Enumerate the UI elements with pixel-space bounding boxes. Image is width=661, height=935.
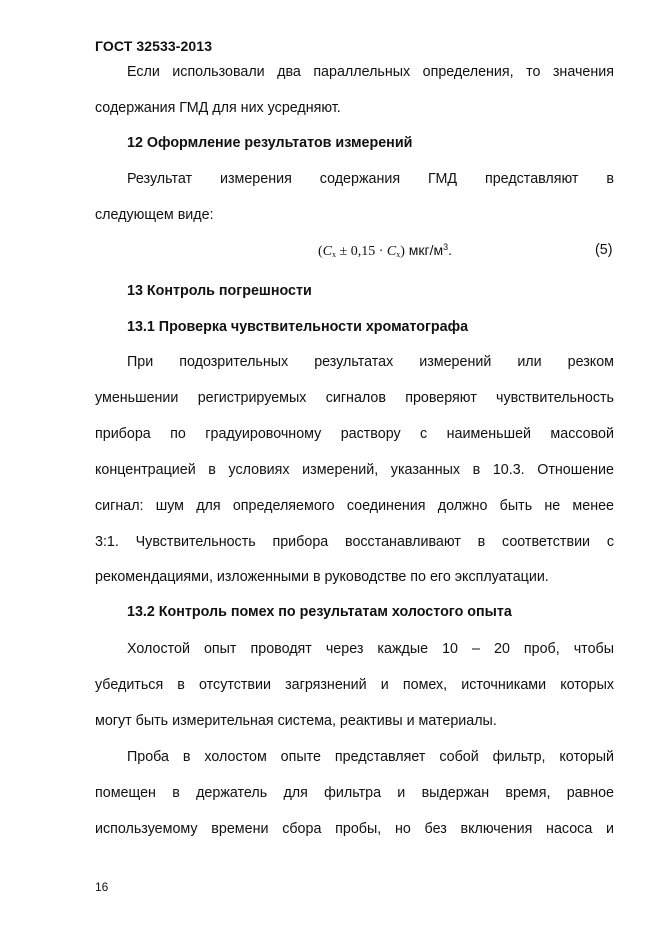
section-heading-13-2: 13.2 Контроль помех по результатам холостого опыта xyxy=(127,604,512,620)
equation-number: (5) xyxy=(595,242,613,258)
formula: $(C_x \pm 0,15 \cdot C_x)$ мкг/$м^3$. xyxy=(318,242,453,259)
section-heading-13: 13 Контроль погрешности xyxy=(127,283,312,299)
section-heading-12: 12 Оформление результатов измерений xyxy=(127,135,413,151)
paragraph-line: сигнал: шум для определяемого соединения должно быть не менее xyxy=(95,498,614,514)
paragraph-line: рекомендациями, изложенными в руководстве по его эксплуатации. xyxy=(95,569,549,585)
paragraph-line: помещен в держатель для фильтра и выдержан время, равное xyxy=(95,785,614,801)
paragraph-line: убедиться в отсутствии загрязнений и помех, источниками которых xyxy=(95,677,614,693)
paragraph-line: Холостой опыт проводят через каждые 10 – 20 проб, чтобы xyxy=(127,641,614,657)
paragraph-line: уменьшении регистрируемых сигналов проверяют чувствительность xyxy=(95,390,614,406)
paragraph-line: При подозрительных результатах измерений или резком xyxy=(127,354,614,370)
paragraph-line: могут быть измерительная система, реактивы и материалы. xyxy=(95,713,497,729)
section-heading-13-1: 13.1 Проверка чувствительности хроматографа xyxy=(127,319,469,335)
paragraph-line: Проба в холостом опыте представляет собой фильтр, который xyxy=(127,749,614,765)
paragraph-line: прибора по градуировочному раствору с наименьшей массовой xyxy=(95,426,614,442)
paragraph-line: 3:1. Чувствительность прибора восстанавливают в соответствии с xyxy=(95,534,614,550)
paragraph-line: используемому времени сбора пробы, но без включения насоса и xyxy=(95,821,614,837)
page-number: 16 xyxy=(95,880,109,894)
paragraph-line: концентрацией в условиях измерений, указанных в 10.3. Отношение xyxy=(95,462,614,478)
paragraph-line: Если использовали два параллельных определения, то значения xyxy=(127,64,614,80)
paragraph-line: Результат измерения содержания ГМД представляют в xyxy=(127,171,614,187)
paragraph-line: следующем виде: xyxy=(95,207,214,223)
standard-header: ГОСТ 32533-2013 xyxy=(95,38,213,54)
paragraph-line: содержания ГМД для них усредняют. xyxy=(95,100,341,116)
